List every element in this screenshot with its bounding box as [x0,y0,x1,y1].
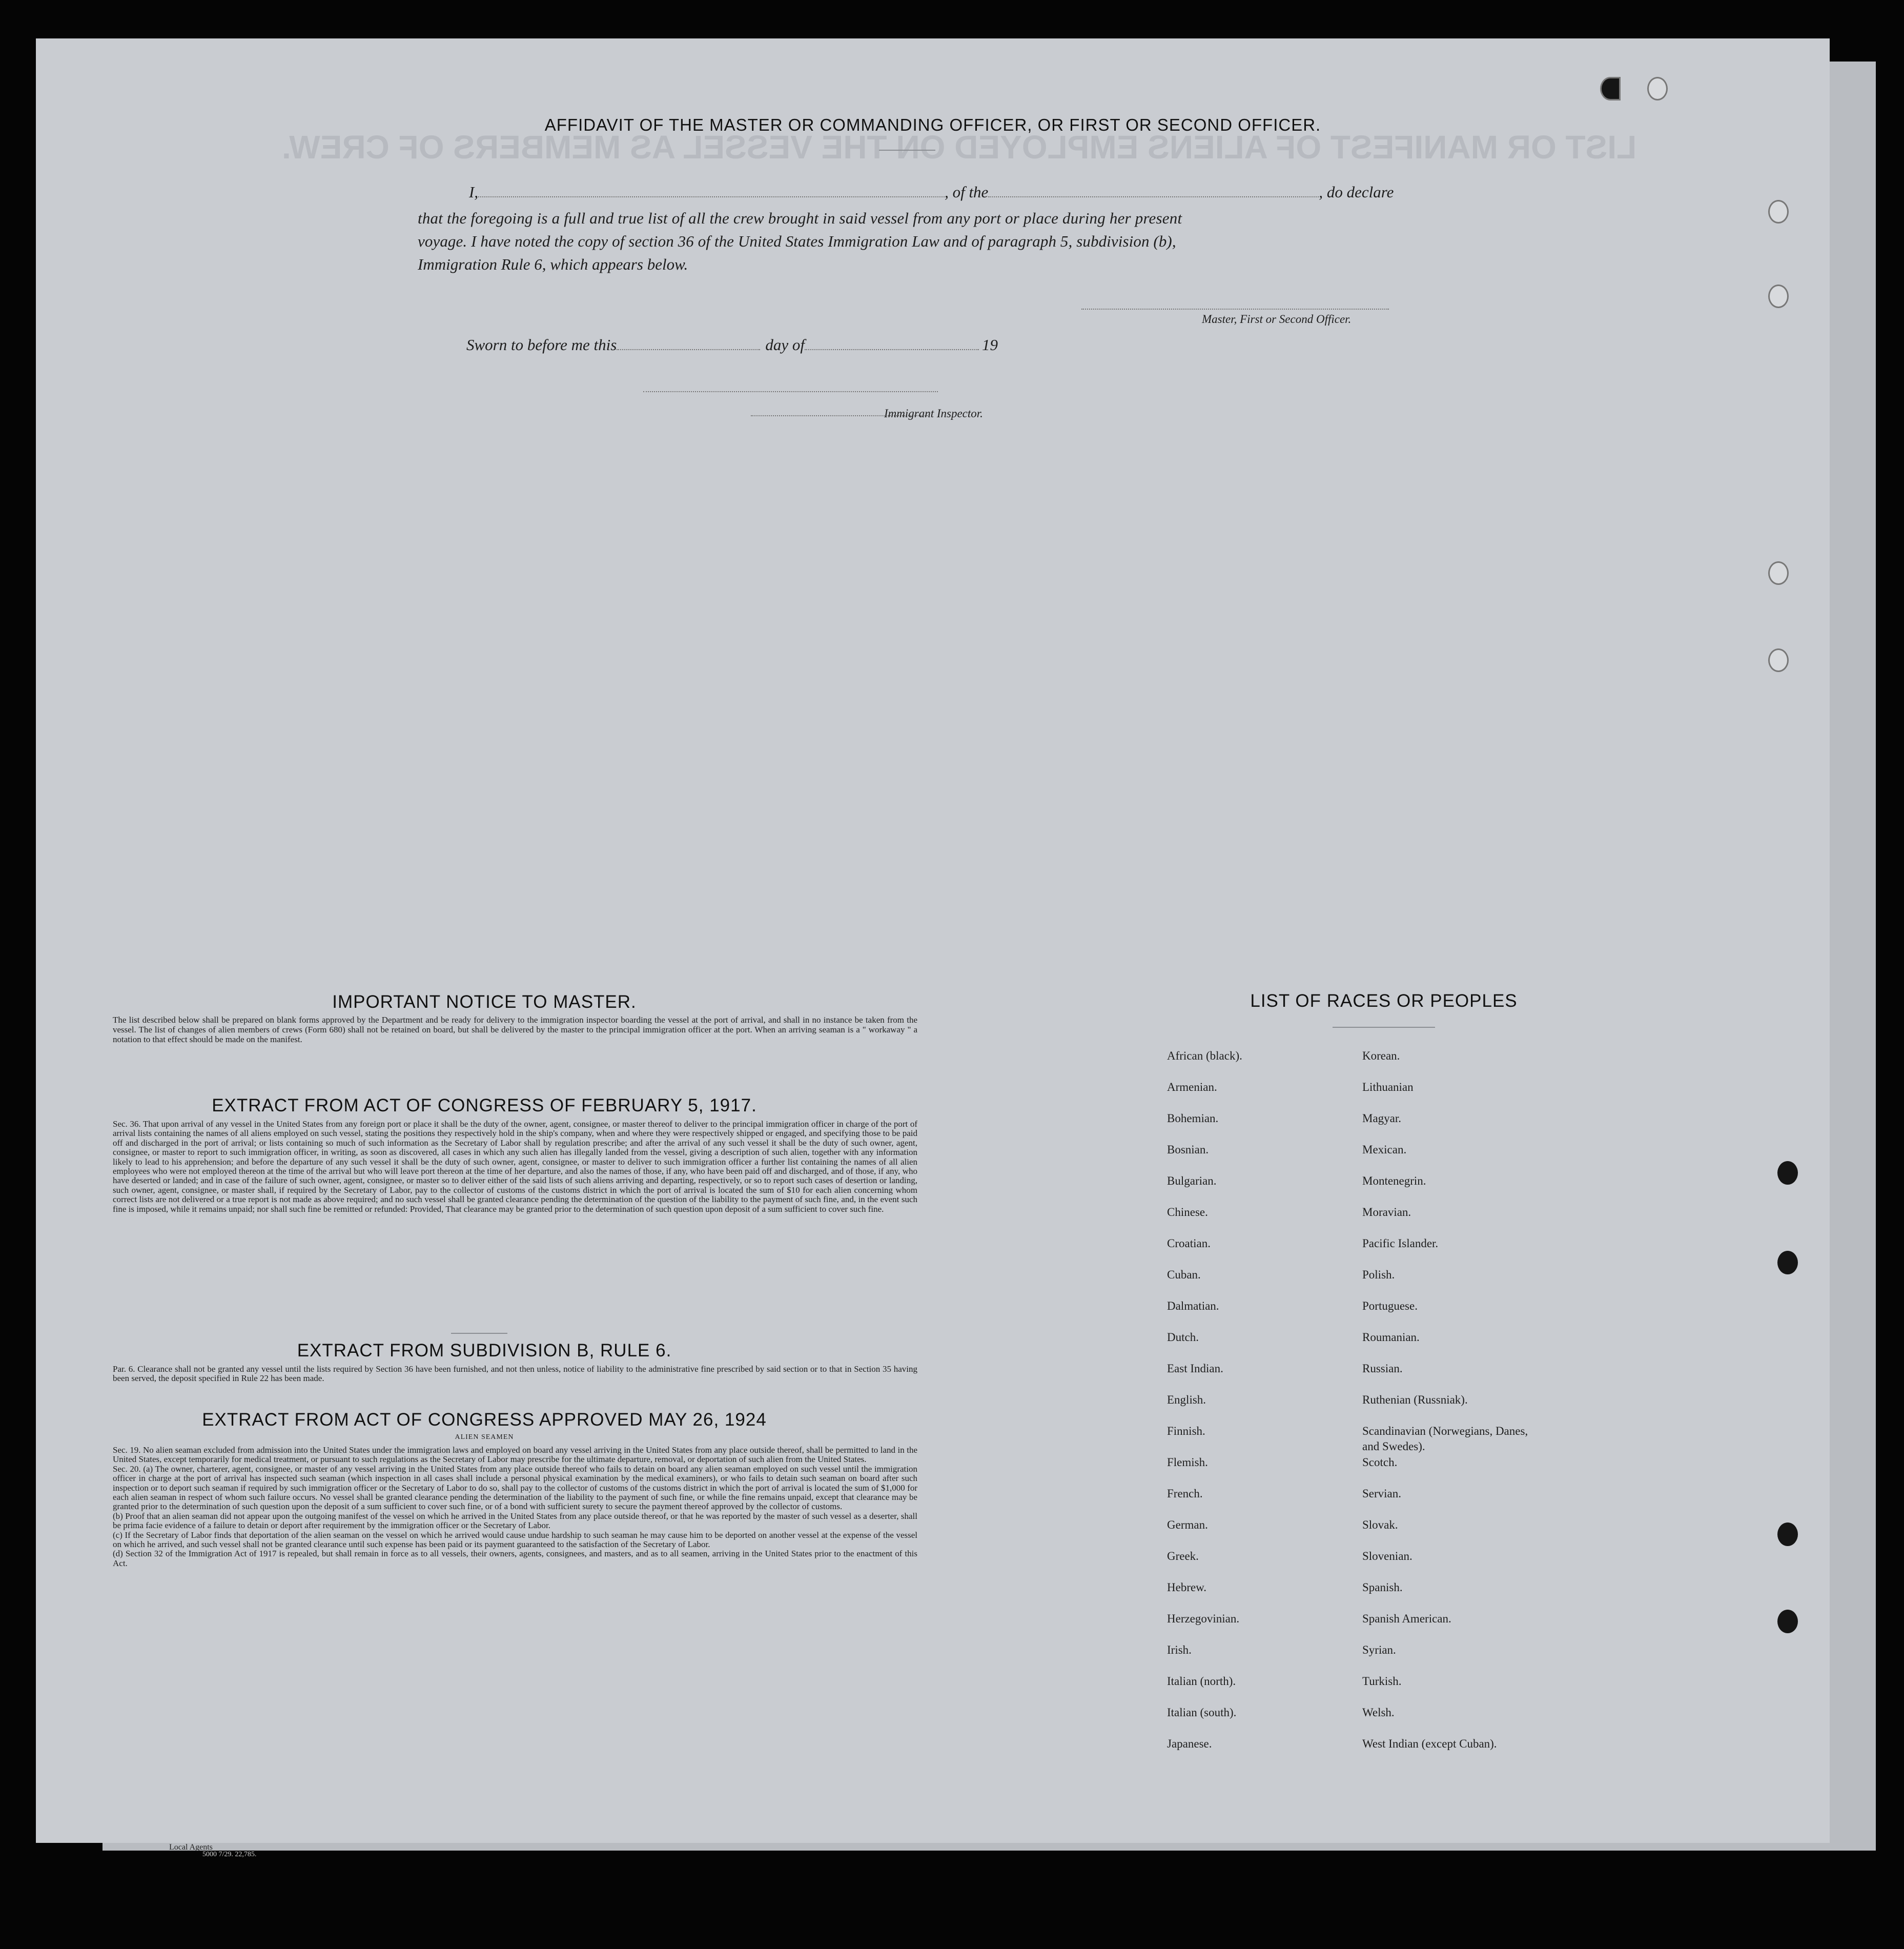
sec-20d-text: (d) Section 32 of the Immigration Act of 1917 is repealed, but shall remain in force as to all vessels, their owners, agents, consignees, and masters, and as to all seamen, arriving in the United States prior to the enactment of this Act. [113,1549,917,1568]
race-item: Italian (south). [1167,1706,1237,1719]
races-title-rule [1333,1027,1435,1028]
extract-rule6-text: Par. 6. Clearance shall not be granted any vessel until the lists required by Section 36 have been furnished, and not then unless, notice of liability to the administrative fine prescribed by said section or to that in Section 35 having been served, the deposit specified in Rule 22 has been made. [113,1364,917,1384]
punch-hole [1777,1251,1798,1274]
race-item: Pacific Islander. [1362,1237,1439,1250]
master-signature-line[interactable] [1081,309,1389,310]
extract-1924-body [113,1446,917,1568]
footer-print-code: 5000 7/29. 22,785. [202,1851,257,1858]
declaration-line-2: that the foregoing is a full and true list of all the crew brought in said vessel from any port or place during her present [418,209,1182,227]
section-rule [451,1333,507,1334]
bleed-through-title: LIST OR MANIFEST OF ALIENS EMPLOYED ON THE VESSEL AS MEMBERS OF CREW. [282,129,1637,166]
race-item: Finnish. [1167,1425,1205,1437]
race-item: Spanish. [1362,1581,1403,1594]
declaration-line-4: Immigration Rule 6, which appears below. [418,255,688,273]
race-item: Mexican. [1362,1143,1407,1156]
races-title: LIST OF RACES OR PEOPLES [1250,991,1518,1011]
punch-hole [1768,200,1789,224]
race-item: Polish. [1362,1268,1395,1281]
punch-hole [1777,1161,1798,1185]
extract-1917-text: Sec. 36. That upon arrival of any vessel in the United States from any foreign port or place it shall be the duty of the owner, agent, consignee, or master thereof to deliver to the principal immigration officer in charge of the port of arrival lists containing the names of all aliens employed on such vessel, stating the positions they respectively hold in the ship's company, when and where they were respectively shipped or engaged, and specifying those to be paid off and discharged in the port of arrival; or lists containing so much of such information as the Secretary of Labor shall by regulation prescribe; and after the arrival of any such vessel it shall be the duty of such owner, agent, consignee, or master to report to such immigration officer, in writing, as soon as discovered, all cases in which any such alien has illegally landed from the vessel, giving a description of such alien, together with any information likely to lead to his apprehension; and before the departure of any such vessel it shall be the duty of such owner, agent, consignee, or master to deliver to such immigration officer a further list containing the names of all alien employees who were not employed thereon at the time of the arrival but who will leave port thereon at the time of her departure, and also the names of those, if any, who have been paid off and discharged, and of those, if any, who have deserted or landed; and in case of the failure of such owner, agent, consignee, or master so to deliver either of the said lists of such aliens arriving and departing, respectively, or so to report such cases of desertion or landing, such owner, agent, consignee, or master shall, if required by the Secretary of Labor, pay to the collector of customs of the customs district in which the port of arrival is located the sum of $10 for each alien concerning whom correct lists are not delivered or a true report is not made as above required; and no such vessel shall be granted clearance pending the determination of the question of the liability to the payment of such fine, and, in the event such fine is imposed, while it remains unpaid; nor shall such fine be remitted or refunded: Provided, That clearance may be granted prior to the determination of such question upon deposit of a sum sufficient to cover such fine. [113,1119,917,1214]
race-item: Slovenian. [1362,1550,1412,1562]
race-item: Bosnian. [1167,1143,1209,1156]
race-item: East Indian. [1167,1362,1223,1375]
extract-rule6-title: EXTRACT FROM SUBDIVISION B, RULE 6. [297,1341,672,1361]
races-right-column [1362,1048,1547,1768]
notice-title: IMPORTANT NOTICE TO MASTER. [332,992,637,1012]
race-item: German. [1167,1518,1208,1531]
race-item: Scotch. [1362,1456,1398,1469]
race-item: Russian. [1362,1362,1403,1375]
punch-hole [1768,561,1789,585]
race-item: Dalmatian. [1167,1300,1219,1312]
race-item: Dutch. [1167,1331,1199,1344]
race-item: Irish. [1167,1643,1192,1656]
punch-hole [1768,648,1789,672]
extract-1917-title: EXTRACT FROM ACT OF CONGRESS OF FEBRUARY 5, 1917. [212,1095,757,1115]
day-of-label: day of [765,336,805,354]
sec-20b-text: (b) Proof that an alien seaman did not appear upon the outgoing manifest of the vessel on which he arrived in the United States from any place outside thereof, or that he was reported by the master of such vessel as a deserter, shall be prima facie evidence of a failure to detain or deport after requirement by the immigration officer or the Secretary of Labor. [113,1511,917,1531]
form-page [36,38,1830,1852]
race-item: Herzegovinian. [1167,1612,1240,1625]
footer-agents: Local Agents [169,1843,213,1852]
month-blank[interactable] [805,349,979,350]
race-item: French. [1167,1487,1203,1500]
race-item: Moravian. [1362,1206,1411,1219]
race-item: Ruthenian (Russniak). [1362,1393,1468,1406]
declaration-line-1 [469,183,1394,201]
race-item: African (black). [1167,1049,1242,1062]
extract-1924-title: EXTRACT FROM ACT OF CONGRESS APPROVED MAY 26, 1924 [202,1410,767,1430]
race-item: Croatian. [1167,1237,1211,1250]
race-item: Lithuanian [1362,1081,1414,1093]
sec-19-text: Sec. 19. No alien seaman excluded from admission into the United States under the immigration laws and employed on board any vessel arriving in the United States from any place outside thereof, shall be permitted to land in the United States, except temporarily for medical treatment, or pursuant to such regulations as the Secretary of Labor may prescribe for the ultimate departure, removal, or deportation of such alien from the United States. [113,1445,917,1465]
race-item: Servian. [1362,1487,1402,1500]
punch-hole [1777,1610,1798,1633]
race-item: Hebrew. [1167,1581,1207,1594]
punch-hole [1768,285,1789,308]
punch-hole [1600,77,1621,100]
vessel-blank[interactable] [988,196,1319,197]
race-item: Syrian. [1362,1643,1396,1656]
i-label: I, [469,183,479,201]
race-item: Portuguese. [1362,1300,1418,1312]
race-item: Cuban. [1167,1268,1201,1281]
race-item: Korean. [1362,1049,1400,1062]
race-item: Flemish. [1167,1456,1208,1469]
race-item: Roumanian. [1362,1331,1420,1344]
race-item: Japanese. [1167,1737,1212,1750]
race-item: English. [1167,1393,1206,1406]
races-left-column [1167,1048,1352,1768]
race-item: Chinese. [1167,1206,1208,1219]
affidavit-title: AFFIDAVIT OF THE MASTER OR COMMANDING OFFICER, OR FIRST OR SECOND OFFICER. [544,115,1321,134]
race-item: Greek. [1167,1550,1199,1562]
inspector-label: Immigrant Inspector. [884,407,983,420]
of-the-label: , of the [945,183,989,201]
sec-20c-text: (c) If the Secretary of Labor finds that deportation of the alien seaman on the vessel on which he arrived would cause undue hardship to such seaman he may cause him to be deported on another vessel at the expense of the vessel on which he arrived, and such vessel shall not be granted clearance until such expense has been paid or its payment guaranteed to the satisfaction of the Secretary of Labor. [113,1530,917,1550]
extract-1924-subtitle: ALIEN SEAMEN [455,1433,514,1441]
sec-20a-text: Sec. 20. (a) The owner, charterer, agent, consignee, or master of any vessel arriving in the United States from any place outside thereof who fails to detain on board any alien seaman employed on such vessel until the immigration officer in charge at the port of arrival has inspected such seaman (which inspection in all cases shall include a personal physical examination by the medical examiners), or who fails to detain such seaman on board after such inspection or to deport such seaman if required by such immigration officer or the Secretary of Labor to do so, shall pay to the collector of customs of the customs district in which the port of arrival is located the sum of $1,000 for each alien seaman in respect of whom such failure occurs. No vessel shall be granted clearance pending the determination of the liability to the payment of such fine, or while the fine remains unpaid, except that clearance may be granted prior to the determination of such question upon the deposit of a sum sufficient to cover such fine, or of a bond with sufficient surety to secure the payment thereof approved by the collector of customs. [113,1464,917,1512]
race-item: Armenian. [1167,1081,1217,1093]
race-item: Montenegrin. [1362,1174,1426,1187]
master-label: Master, First or Second Officer. [1202,313,1352,326]
race-item: Bulgarian. [1167,1174,1217,1187]
name-blank[interactable] [478,196,945,197]
race-item: Spanish American. [1362,1612,1451,1625]
year-label: 19 [981,336,998,354]
notice-text: The list described below shall be prepared on blank forms approved by the Department and be ready for delivery to the immigration inspector boarding the vessel at the port of arrival, and shall in no instance be taken from the vessel. The list of changes of alien members of crews (Form 680) shall not be retained on board, but shall be delivered by the master to the principal immigration officer at the port. When an arriving seaman is a " workaway " a notation to that effect should be made on the manifest. [113,1015,917,1044]
sworn-line [466,336,998,354]
sworn-label: Sworn to before me this [466,336,617,354]
race-item: West Indian (except Cuban). [1362,1737,1497,1750]
race-item: Italian (north). [1167,1675,1236,1688]
race-item: Slovak. [1362,1518,1398,1531]
title-rule [879,150,935,151]
race-item: Scandinavian (Norwegians, Danes, and Swedes). [1362,1425,1528,1453]
day-blank[interactable] [617,349,760,350]
race-item: Turkish. [1362,1675,1402,1688]
race-item: Welsh. [1362,1706,1395,1719]
declaration-line-3: voyage. I have noted the copy of section 36 of the United States Immigration Law and of paragraph 5, subdivision (b), [418,232,1176,250]
inspector-line-upper[interactable] [643,391,938,392]
punch-hole [1647,77,1668,100]
do-declare-label: , do declare [1319,183,1394,201]
punch-hole [1777,1522,1798,1546]
race-item: Bohemian. [1167,1112,1219,1125]
race-item: Magyar. [1362,1112,1402,1125]
